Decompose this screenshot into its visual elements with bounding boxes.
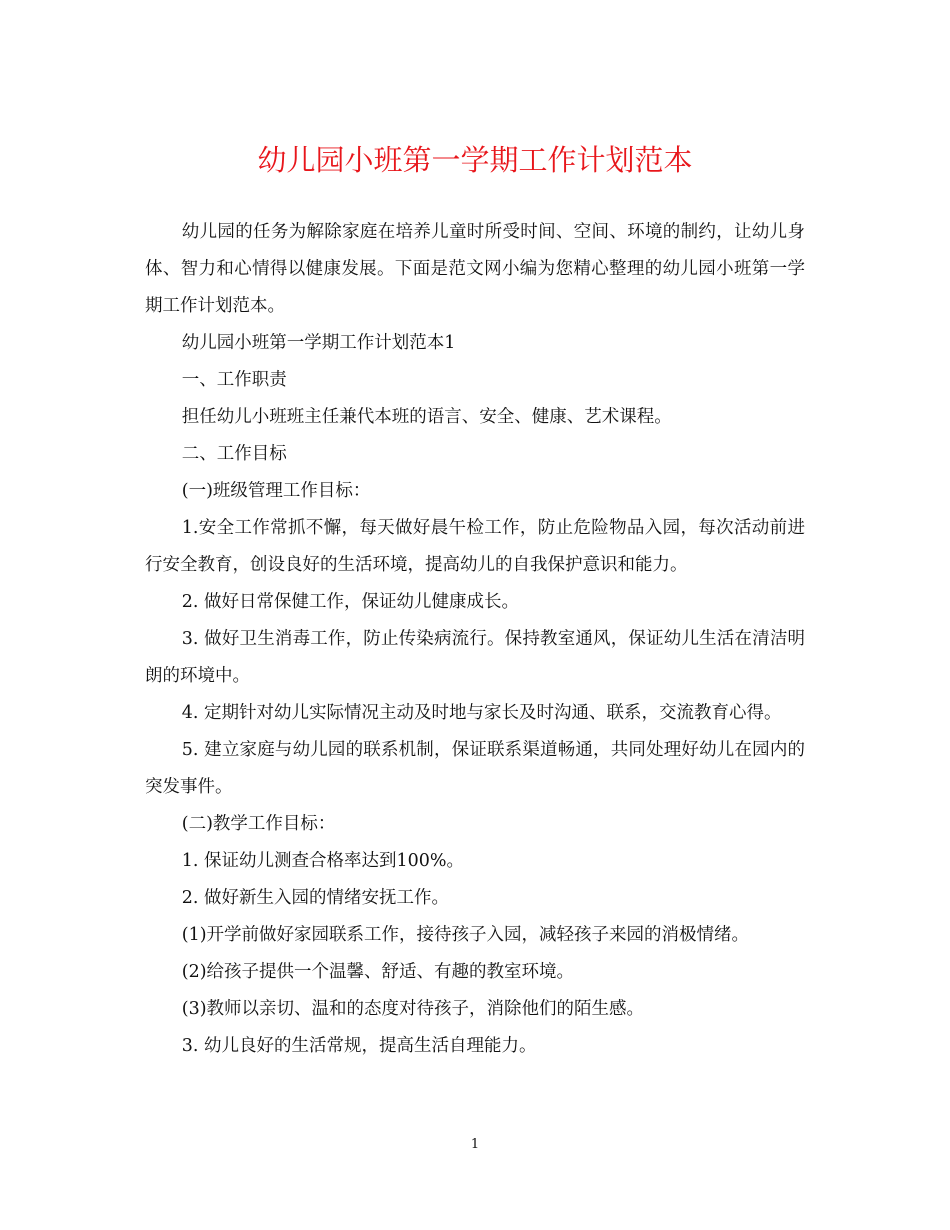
paragraph-item: 3. 幼儿良好的生活常规，提高生活自理能力。 [181, 1036, 537, 1056]
paragraph-item: 1. 保证幼儿测查合格率达到100%。 [181, 851, 465, 871]
paragraph-intro: 幼儿园的任务为解除家庭在培养儿童时所受时间、空间、环境的制约，让幼儿身体、智力和心情得以健康发展。下面是范文网小编为您精心整理的幼儿园小班第一学期工作计划范本。 [145, 222, 805, 316]
paragraph-item: 1.安全工作常抓不懈，每天做好晨午检工作，防止危险物品入园，每次活动前进行安全教育，创设良好的生活环境，提高幼儿的自我保护意识和能力。 [145, 518, 805, 575]
paragraph-subitem: (3)教师以亲切、温和的态度对待孩子，消除他们的陌生感。 [181, 999, 645, 1019]
page-title: 幼儿园小班第一学期工作计划范本 [257, 143, 693, 177]
paragraph-section-heading: 幼儿园小班第一学期工作计划范本1 [181, 333, 456, 353]
paragraph-subitem: (2)给孩子提供一个温馨、舒适、有趣的教室环境。 [181, 962, 575, 982]
page-number: 1 [470, 1137, 480, 1152]
paragraph-heading-goals: 二、工作目标 [181, 444, 287, 464]
paragraph-item: 2. 做好新生入园的情绪安抚工作。 [181, 888, 450, 908]
paragraph-item: 3. 做好卫生消毒工作，防止传染病流行。保持教室通风，保证幼儿生活在清洁明朗的环境中。 [145, 629, 805, 686]
paragraph-item: 4. 定期针对幼儿实际情况主动及时地与家长及时沟通、联系，交流教育心得。 [181, 703, 782, 723]
paragraph-subheading-teaching: (二)教学工作目标： [181, 814, 336, 834]
paragraph-subitem: (1)开学前做好家园联系工作，接待孩子入园，减轻孩子来园的消极情绪。 [181, 925, 750, 945]
document-body [145, 214, 805, 1065]
paragraph-item: 2. 做好日常保健工作，保证幼儿健康成长。 [181, 592, 520, 612]
paragraph-heading-duties: 一、工作职责 [181, 370, 287, 390]
paragraph-duties: 担任幼儿小班班主任兼代本班的语言、安全、健康、艺术课程。 [181, 407, 672, 427]
paragraph-subheading-class-management: (一)班级管理工作目标： [181, 481, 371, 501]
paragraph-item: 5. 建立家庭与幼儿园的联系机制，保证联系渠道畅通，共同处理好幼儿在园内的突发事件。 [145, 740, 805, 797]
